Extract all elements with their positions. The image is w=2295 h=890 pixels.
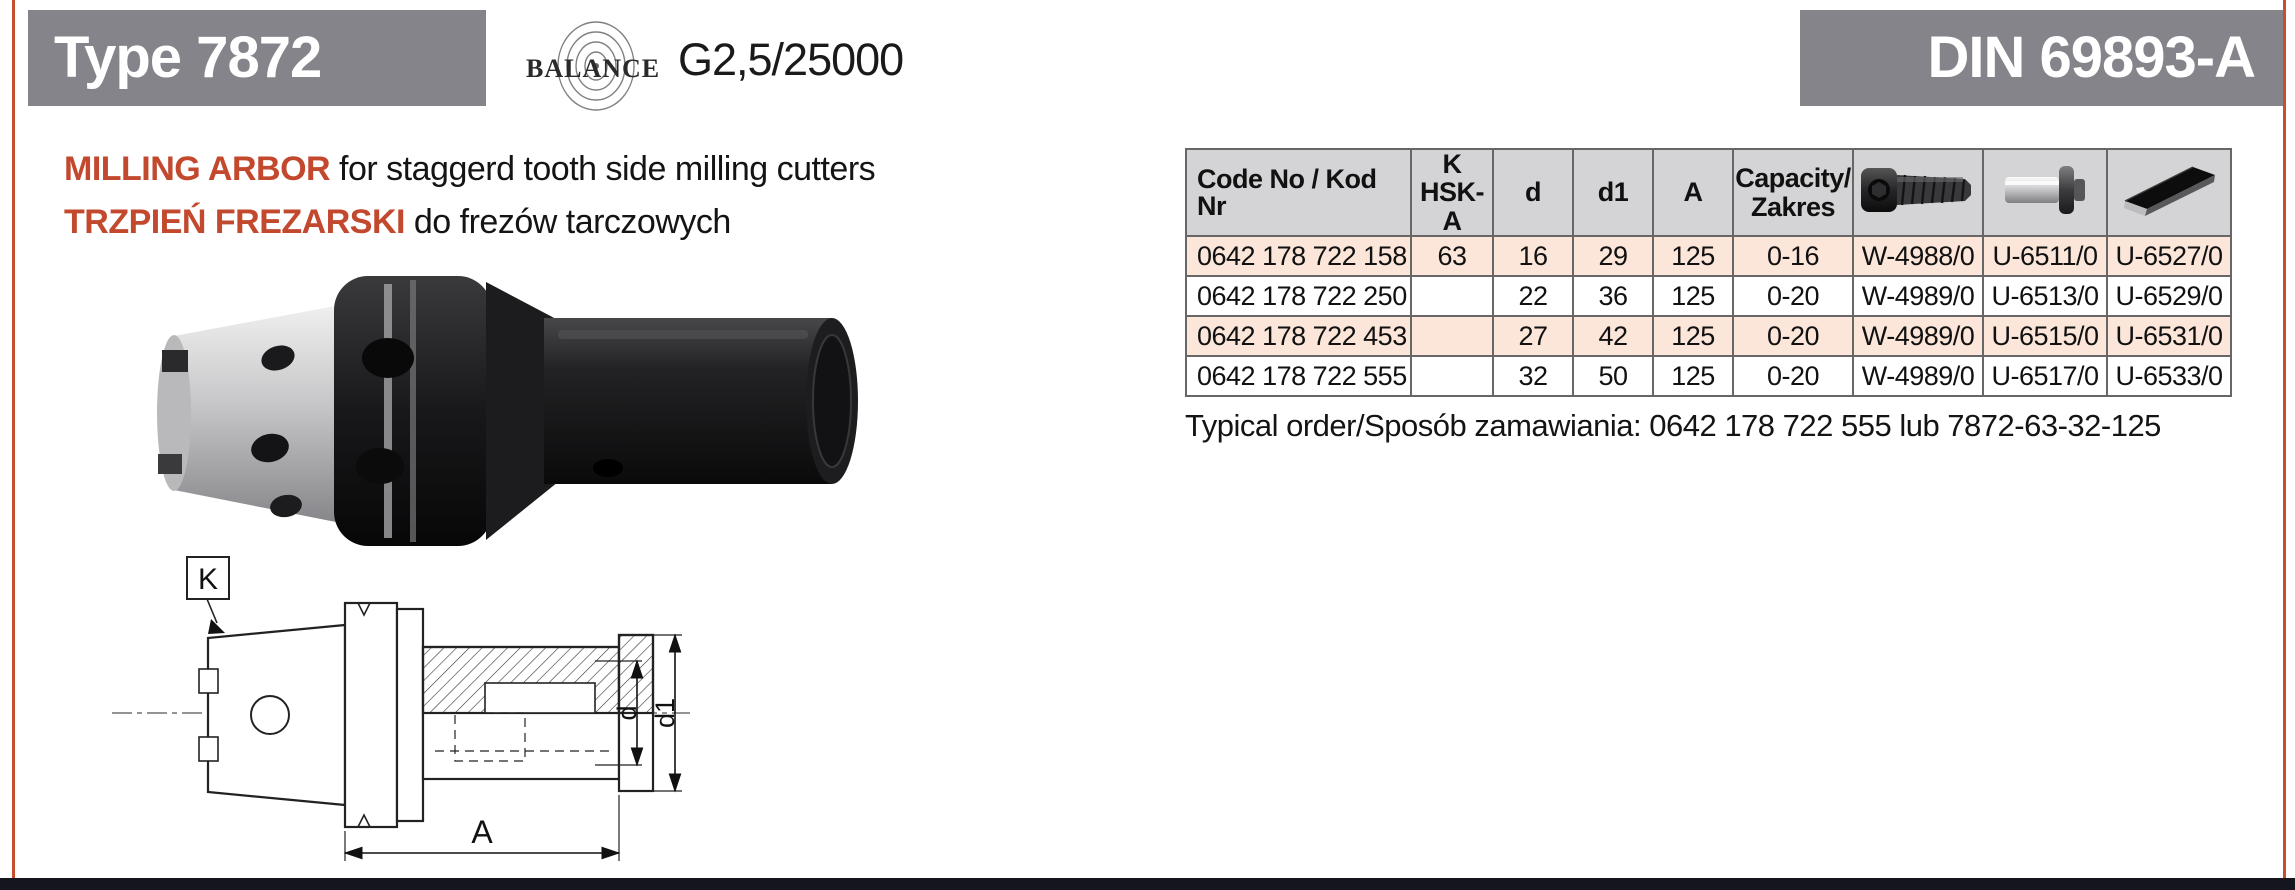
cell-screw: W-4989/0 bbox=[1853, 356, 1983, 396]
header-a: A bbox=[1653, 149, 1733, 236]
cell-code: 0642 178 722 453 bbox=[1186, 316, 1411, 356]
din-standard-label: DIN 69893-A bbox=[1927, 25, 2255, 90]
cell-k: 63 bbox=[1411, 236, 1493, 276]
description-en-rest: for staggerd tooth side milling cutters bbox=[330, 150, 876, 188]
header-d: d bbox=[1493, 149, 1573, 236]
header-k-line1: K bbox=[1442, 149, 1462, 179]
cell-key: U-6527/0 bbox=[2107, 236, 2231, 276]
cell-d1: 42 bbox=[1573, 316, 1653, 356]
header-code: Code No / Kod Nr bbox=[1186, 149, 1411, 236]
type-header-box bbox=[28, 10, 486, 106]
right-accent-rule bbox=[2283, 0, 2286, 890]
cell-d1: 29 bbox=[1573, 236, 1653, 276]
cell-capacity: 0-20 bbox=[1733, 276, 1853, 316]
cell-key: U-6529/0 bbox=[2107, 276, 2231, 316]
description-en bbox=[64, 150, 875, 189]
header-capacity-line2: Zakres bbox=[1750, 191, 1836, 222]
cell-key: U-6531/0 bbox=[2107, 316, 2231, 356]
cell-code: 0642 178 722 158 bbox=[1186, 236, 1411, 276]
cell-d: 27 bbox=[1493, 316, 1573, 356]
description-pl-highlight: TRZPIEŃ FREZARSKI bbox=[64, 203, 405, 241]
balance-logo bbox=[520, 10, 940, 115]
cell-a: 125 bbox=[1653, 236, 1733, 276]
description-pl bbox=[64, 203, 731, 242]
balance-rating: G2,5/25000 bbox=[678, 34, 904, 85]
spec-table bbox=[1185, 148, 2232, 397]
description-pl-rest: do frezów tarczowych bbox=[404, 203, 731, 241]
cell-k bbox=[1411, 276, 1493, 316]
header-capacity-line1: Capacity/ bbox=[1735, 163, 1851, 194]
balance-brand: BALANCE bbox=[526, 54, 661, 83]
left-accent-rule bbox=[12, 0, 15, 890]
description-en-highlight: MILLING ARBOR bbox=[64, 150, 331, 188]
drawing-label-a: A bbox=[471, 814, 493, 850]
drive-pin-icon bbox=[1999, 164, 2091, 216]
taper-key-icon bbox=[2117, 161, 2221, 219]
cell-k bbox=[1411, 356, 1493, 396]
drawing-label-k: K bbox=[197, 563, 219, 596]
typical-order-note: Typical order/Sposób zamawiania: 0642 178 722 555 lub 7872-63-32-125 bbox=[1185, 408, 2161, 443]
cell-pin: U-6517/0 bbox=[1983, 356, 2107, 396]
cell-key: U-6533/0 bbox=[2107, 356, 2231, 396]
cell-screw: W-4989/0 bbox=[1853, 316, 1983, 356]
product-photo bbox=[88, 238, 918, 553]
cell-pin: U-6515/0 bbox=[1983, 316, 2107, 356]
table-row bbox=[1186, 276, 2231, 316]
cell-pin: U-6513/0 bbox=[1983, 276, 2107, 316]
cell-code: 0642 178 722 555 bbox=[1186, 356, 1411, 396]
cell-d1: 50 bbox=[1573, 356, 1653, 396]
cell-screw: W-4989/0 bbox=[1853, 276, 1983, 316]
header-d1: d1 bbox=[1573, 149, 1653, 236]
header-pin-column bbox=[1983, 149, 2107, 236]
table-row bbox=[1186, 356, 2231, 396]
cell-capacity: 0-16 bbox=[1733, 236, 1853, 276]
header-screw-column bbox=[1853, 149, 1983, 236]
cell-d: 32 bbox=[1493, 356, 1573, 396]
cell-pin: U-6511/0 bbox=[1983, 236, 2107, 276]
cell-screw: W-4988/0 bbox=[1853, 236, 1983, 276]
cell-d: 16 bbox=[1493, 236, 1573, 276]
cell-k bbox=[1411, 316, 1493, 356]
type-label: Type 7872 bbox=[54, 25, 322, 90]
cell-capacity: 0-20 bbox=[1733, 356, 1853, 396]
cell-capacity: 0-20 bbox=[1733, 316, 1853, 356]
drawing-label-d: d bbox=[612, 705, 642, 721]
bottom-bar bbox=[0, 878, 2295, 890]
table-row bbox=[1186, 236, 2231, 276]
header-k-line2: HSK-A bbox=[1420, 177, 1484, 236]
drawing-label-d1: d1 bbox=[650, 697, 680, 729]
cell-code: 0642 178 722 250 bbox=[1186, 276, 1411, 316]
cell-d1: 36 bbox=[1573, 276, 1653, 316]
cell-a: 125 bbox=[1653, 316, 1733, 356]
cell-d: 22 bbox=[1493, 276, 1573, 316]
table-header-row bbox=[1186, 149, 2231, 236]
din-header-box bbox=[1800, 10, 2283, 106]
header-k-hska bbox=[1411, 149, 1493, 236]
header-capacity bbox=[1733, 149, 1853, 236]
cell-a: 125 bbox=[1653, 276, 1733, 316]
header-key-column bbox=[2107, 149, 2231, 236]
table-row bbox=[1186, 316, 2231, 356]
cell-a: 125 bbox=[1653, 356, 1733, 396]
technical-drawing bbox=[90, 543, 710, 881]
clamping-screw-icon bbox=[1859, 165, 1977, 215]
